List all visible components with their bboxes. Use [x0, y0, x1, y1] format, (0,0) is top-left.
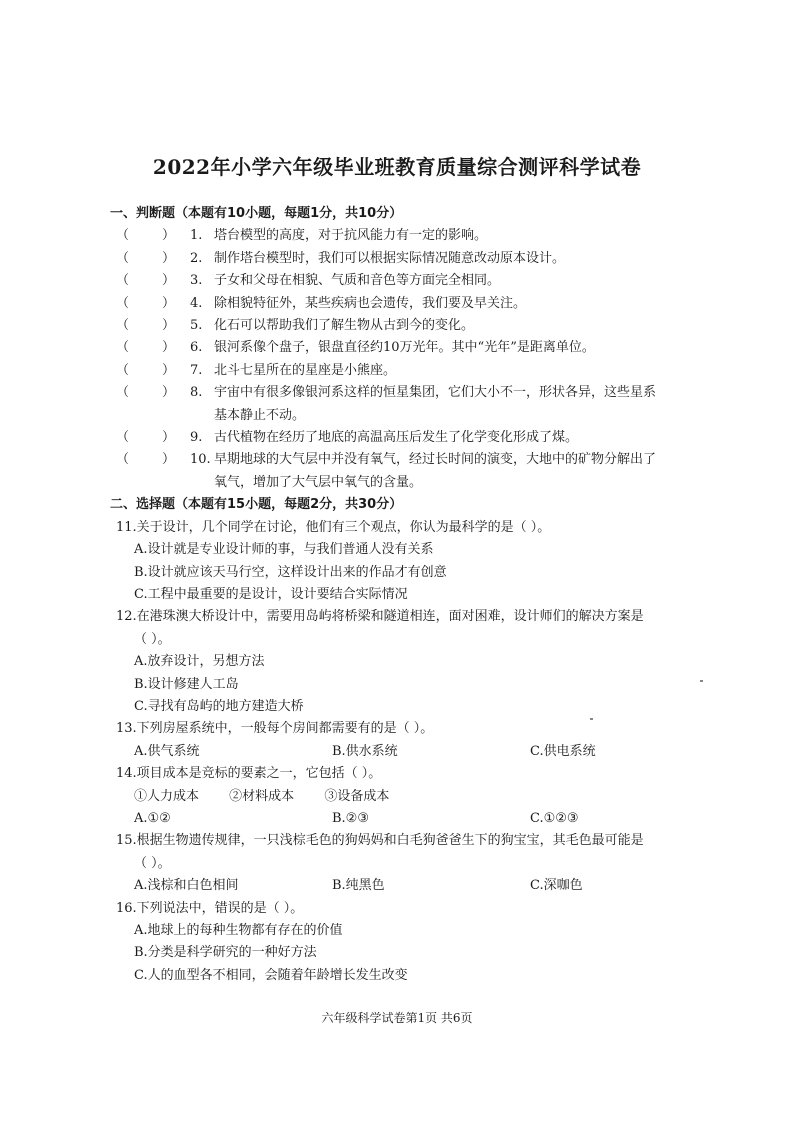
- option-b[interactable]: B.②③: [332, 810, 369, 826]
- answer-paren[interactable]: （ ）: [116, 362, 176, 378]
- question-15: [116, 830, 684, 897]
- option-a[interactable]: A.浅棕和白色相间: [134, 878, 239, 894]
- answer-paren[interactable]: （ ）: [116, 430, 176, 446]
- item-number: 1.: [190, 228, 203, 244]
- item-text: 银河系像个盘子，银盘直径约10万光年。其中“光年”是距离单位。: [214, 340, 595, 356]
- question-stem: 16.下列说法中，错误的是（ ）。: [116, 900, 304, 916]
- answer-blank[interactable]: （ ）。: [134, 631, 171, 647]
- option-b[interactable]: B.纯黑色: [332, 878, 385, 894]
- exam-content: [110, 203, 684, 987]
- question-stem: 14.项目成本是竞标的要素之一，它包括（ ）。: [116, 766, 382, 782]
- judgement-item: [116, 337, 684, 359]
- question-13: [116, 718, 684, 763]
- judgement-item: [116, 225, 684, 247]
- item-text: 子女和父母在相貌、气质和音色等方面完全相同。: [214, 273, 501, 289]
- answer-paren[interactable]: （ ）: [116, 273, 176, 289]
- item-text: 制作塔台模型时，我们可以根据实际情况随意改动原本设计。: [214, 250, 566, 266]
- section-heading-choice: 二、选择题（本题有15小题，每题2分，共30分）: [110, 497, 403, 513]
- item-number: 7.: [190, 362, 203, 378]
- item-text: 古代植物在经历了地底的高温高压后发生了化学变化形成了煤。: [214, 430, 579, 446]
- option-row: [116, 741, 684, 763]
- answer-paren[interactable]: （ ）: [116, 340, 176, 356]
- item-text: 塔台模型的高度，对于抗风能力有一定的影响。: [214, 228, 488, 244]
- judgement-item: [116, 382, 684, 427]
- option-c[interactable]: C.深咖色: [530, 878, 583, 894]
- item-number: 5.: [190, 318, 203, 334]
- question-stem: 11.关于设计，几个同学在讨论，他们有三个观点，你认为最科学的是（ ）。: [116, 519, 551, 535]
- answer-paren[interactable]: （ ）: [116, 452, 176, 468]
- option-a[interactable]: A.地球上的每种生物都有存在的价值: [134, 923, 343, 938]
- answer-paren[interactable]: （ ）: [116, 250, 176, 266]
- option-c[interactable]: C.供电系统: [530, 743, 596, 759]
- judgement-item: [116, 427, 684, 449]
- option-row: [116, 808, 684, 830]
- answer-paren[interactable]: （ ）: [116, 295, 176, 311]
- question-14: [116, 763, 684, 830]
- option-row: [116, 875, 684, 897]
- item-text-continuation: 基本静止不动。: [214, 407, 306, 423]
- item-text: 北斗七星所在的星座是小熊座。: [214, 362, 397, 378]
- option-c[interactable]: C.①②③: [530, 810, 579, 826]
- item-number: 2.: [190, 250, 203, 266]
- answer-paren[interactable]: （ ）: [116, 228, 176, 244]
- sub-items: [116, 786, 684, 808]
- answer-blank[interactable]: （ ）。: [134, 855, 171, 871]
- question-16: [116, 898, 684, 988]
- item-text: 化石可以帮助我们了解生物从古到今的变化。: [214, 318, 475, 334]
- page-title: 2022年小学六年级毕业班教育质量综合测评科学试卷: [152, 155, 642, 179]
- item-text-continuation: 氧气，增加了大气层中氧气的含量。: [214, 474, 423, 490]
- judgement-item: [116, 449, 684, 494]
- scan-speck: [700, 680, 703, 682]
- item-number: 9.: [190, 430, 203, 446]
- option-a[interactable]: A.供气系统: [134, 743, 200, 759]
- item-text: 除相貌特征外，某些疾病也会遗传，我们要及早关注。: [214, 295, 527, 311]
- judgement-item: [116, 270, 684, 292]
- page-footer: 六年级科学试卷第1页 共6页: [321, 1011, 473, 1025]
- judgement-item: [116, 293, 684, 315]
- option-b[interactable]: B.供水系统: [332, 743, 398, 759]
- question-stem: 12.在港珠澳大桥设计中，需要用岛屿将桥梁和隧道相连，面对困难，设计师们的解决方案是: [116, 609, 644, 625]
- option-c[interactable]: C.寻找有岛屿的地方建造大桥: [134, 698, 304, 714]
- judgement-item: [116, 315, 684, 337]
- scan-speck: [590, 718, 593, 720]
- option-b[interactable]: B.分类是科学研究的一种好方法: [134, 945, 317, 961]
- option-b[interactable]: B.设计修建人工岛: [134, 676, 239, 692]
- item-number: 8.: [190, 385, 203, 401]
- answer-paren[interactable]: （ ）: [116, 318, 176, 334]
- item-number: 10.: [190, 452, 211, 468]
- question-stem: 13.下列房屋系统中，一般每个房间都需要有的是（ ）。: [116, 721, 434, 737]
- item-number: 3.: [190, 273, 203, 289]
- option-c[interactable]: C.工程中最重要的是设计，设计要结合实际情况: [134, 586, 408, 602]
- item-number: 4.: [190, 295, 203, 311]
- sub-item: ③设备成本: [324, 788, 390, 804]
- section-heading-judgement: 一、判断题（本题有10小题，每题1分，共10分）: [110, 206, 403, 221]
- sub-item: ②材料成本: [229, 788, 295, 804]
- option-c[interactable]: C.人的血型各不相同，会随着年龄增长发生改变: [134, 967, 408, 983]
- option-a[interactable]: A.放弃设计，另想方法: [134, 654, 265, 670]
- judgement-item: [116, 248, 684, 270]
- answer-paren[interactable]: （ ）: [116, 385, 176, 401]
- item-number: 6.: [190, 340, 203, 356]
- item-text: 宇宙中有很多像银河系这样的恒星集团，它们大小不一，形状各异，这些星系: [214, 385, 657, 401]
- option-a[interactable]: A.①②: [134, 810, 171, 826]
- item-text: 早期地球的大气层中并没有氧气，经过长时间的演变，大地中的矿物分解出了: [214, 452, 657, 468]
- sub-item: ①人力成本: [134, 788, 200, 804]
- option-a[interactable]: A.设计就是专业设计师的事，与我们普通人没有关系: [134, 542, 434, 558]
- option-b[interactable]: B.设计就应该天马行空，这样设计出来的作品才有创意: [134, 564, 447, 580]
- question-11: [116, 517, 684, 607]
- judgement-item: [116, 360, 684, 382]
- question-12: [116, 606, 684, 718]
- question-stem: 15.根据生物遗传规律，一只浅棕毛色的狗妈妈和白毛狗爸爸生下的狗宝宝，其毛色最可能是: [116, 833, 644, 849]
